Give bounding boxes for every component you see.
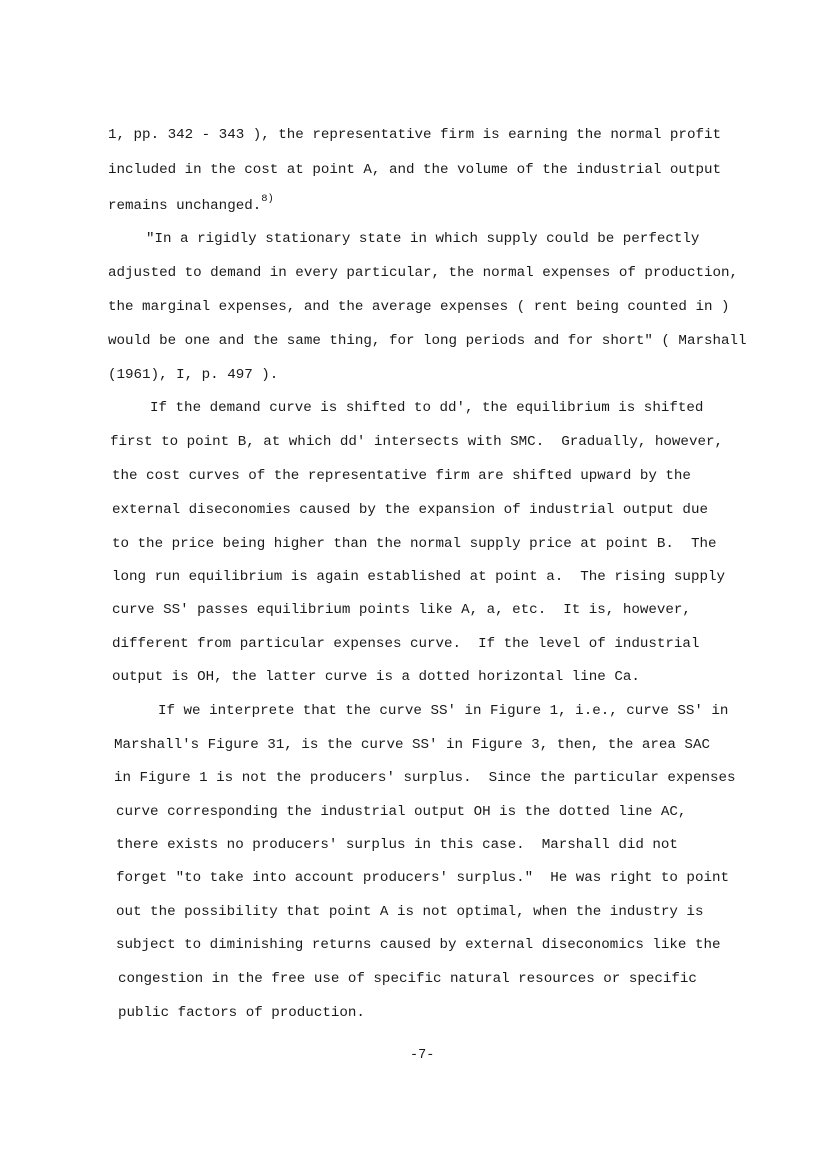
text-segment: remains unchanged.: [108, 198, 262, 214]
text-line: public factors of production.: [118, 1005, 365, 1021]
text-line: long run equilibrium is again established at point a. The rising supply: [112, 569, 725, 585]
text-line: (1961), I, p. 497 ).: [108, 367, 279, 383]
text-line: curve SS' passes equilibrium points like A, a, etc. It is, however,: [112, 602, 691, 618]
text-line: "In a rigidly stationary state in which supply could be perfectly: [146, 231, 700, 247]
text-line: in Figure 1 is not the producers' surplus. Since the particular expenses: [114, 770, 736, 786]
text-line: would be one and the same thing, for long periods and for short" ( Marshall: [108, 333, 747, 349]
text-line: If we interprete that the curve SS' in Figure 1, i.e., curve SS' in: [158, 703, 729, 719]
text-line: the cost curves of the representative firm are shifted upward by the: [112, 468, 691, 484]
text-line: different from particular expenses curve. If the level of industrial: [112, 636, 700, 652]
text-line: included in the cost at point A, and the volume of the industrial output: [108, 162, 721, 178]
text-line: curve corresponding the industrial output OH is the dotted line AC,: [116, 804, 687, 820]
text-line: subject to diminishing returns caused by external diseconomics like the: [116, 937, 721, 953]
page-number: -7-: [410, 1048, 435, 1063]
text-line: [108, 193, 274, 214]
footnote-marker: 8): [261, 193, 274, 205]
text-line: 1, pp. 342 - 343 ), the representative firm is earning the normal profit: [108, 127, 721, 143]
text-line: congestion in the free use of specific natural resources or specific: [118, 971, 697, 987]
text-line: the marginal expenses, and the average expenses ( rent being counted in ): [108, 299, 730, 315]
text-line: out the possibility that point A is not optimal, when the industry is: [116, 904, 704, 920]
text-line: first to point B, at which dd' intersects with SMC. Gradually, however,: [110, 434, 723, 450]
text-line: external diseconomies caused by the expansion of industrial output due: [112, 502, 708, 518]
text-line: Marshall's Figure 31, is the curve SS' in Figure 3, then, the area SAC: [114, 737, 710, 753]
text-line: to the price being higher than the normal supply price at point B. The: [112, 536, 717, 552]
text-line: output is OH, the latter curve is a dotted horizontal line Ca.: [112, 669, 640, 685]
text-line: there exists no producers' surplus in this case. Marshall did not: [116, 837, 678, 853]
text-line: If the demand curve is shifted to dd', the equilibrium is shifted: [150, 400, 704, 416]
text-line: forget "to take into account producers' surplus." He was right to point: [116, 870, 729, 886]
text-line: adjusted to demand in every particular, the normal expenses of production,: [108, 265, 739, 281]
